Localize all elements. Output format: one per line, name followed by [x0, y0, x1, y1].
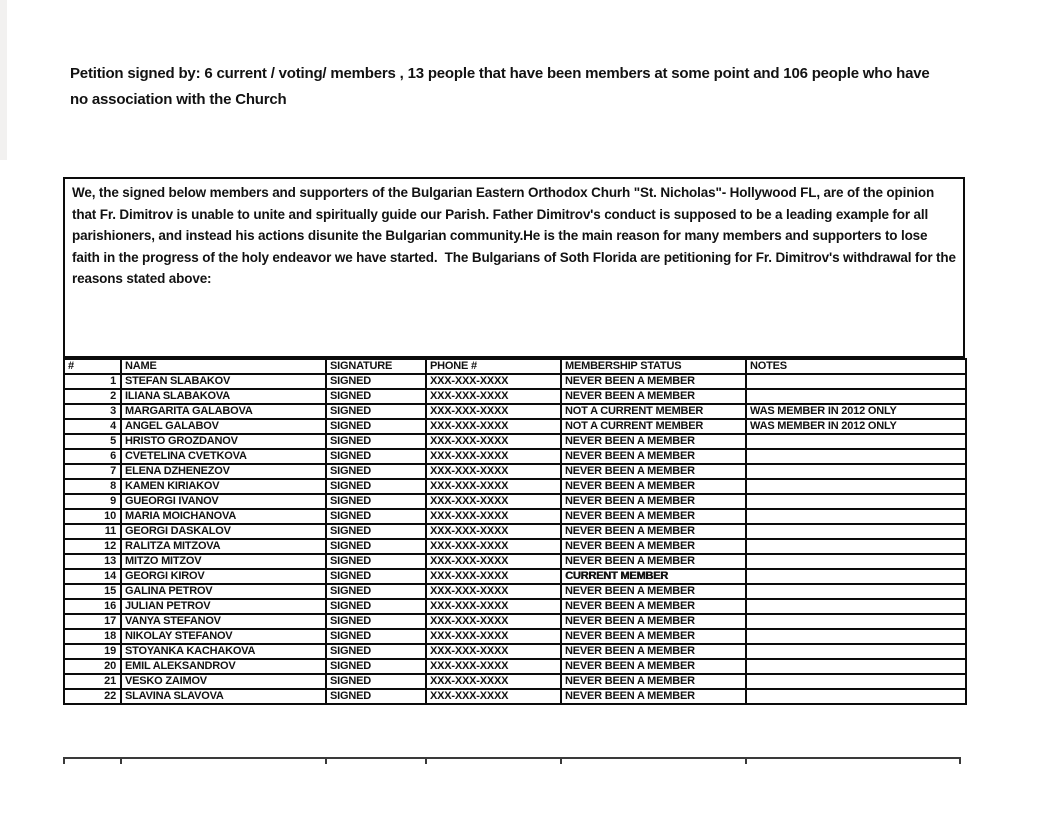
- cell-notes: [746, 509, 966, 524]
- column-header-phone: PHONE #: [426, 359, 561, 374]
- cell-phone: XXX-XXX-XXXX: [426, 659, 561, 674]
- cell-status: NEVER BEEN A MEMBER: [561, 554, 746, 569]
- cell-num: 18: [64, 629, 121, 644]
- cell-phone: XXX-XXX-XXXX: [426, 494, 561, 509]
- cell-name: RALITZA MITZOVA: [121, 539, 326, 554]
- cell-name: GEORGI KIROV: [121, 569, 326, 584]
- cell-status: NEVER BEEN A MEMBER: [561, 374, 746, 389]
- cell-num: 20: [64, 659, 121, 674]
- cell-phone: XXX-XXX-XXXX: [426, 374, 561, 389]
- cell-num: 13: [64, 554, 121, 569]
- cell-notes: [746, 689, 966, 704]
- cell-notes: [746, 449, 966, 464]
- cell-name: SLAVINA SLAVOVA: [121, 689, 326, 704]
- cell-status: NEVER BEEN A MEMBER: [561, 479, 746, 494]
- cell-notes: [746, 644, 966, 659]
- cell-status: NEVER BEEN A MEMBER: [561, 509, 746, 524]
- clipped-cell: [120, 759, 325, 764]
- cell-name: JULIAN PETROV: [121, 599, 326, 614]
- table-row: [64, 389, 966, 404]
- table-row: [64, 629, 966, 644]
- cell-notes: [746, 629, 966, 644]
- cell-num: 1: [64, 374, 121, 389]
- cell-num: 7: [64, 464, 121, 479]
- cell-name: KAMEN KIRIAKOV: [121, 479, 326, 494]
- cell-phone: XXX-XXX-XXXX: [426, 524, 561, 539]
- cell-phone: XXX-XXX-XXXX: [426, 539, 561, 554]
- cell-name: ANGEL GALABOV: [121, 419, 326, 434]
- cell-phone: XXX-XXX-XXXX: [426, 689, 561, 704]
- cell-status: NEVER BEEN A MEMBER: [561, 689, 746, 704]
- cell-status: NEVER BEEN A MEMBER: [561, 614, 746, 629]
- table-row: [64, 404, 966, 419]
- column-header-notes: NOTES: [746, 359, 966, 374]
- table-row: [64, 584, 966, 599]
- cell-name: MARIA MOICHANOVA: [121, 509, 326, 524]
- column-header-name: NAME: [121, 359, 326, 374]
- cell-num: 12: [64, 539, 121, 554]
- cell-num: 4: [64, 419, 121, 434]
- petition-statement-text: We, the signed below members and supporters of the Bulgarian Eastern Orthodox Churh "St. Nicholas"- Hollywood FL, are of the opinion that Fr. Dimitrov is unable to unite and spiritually guide our Parish. Father Dimitrov's conduct is supposed to be a leading example for all parishioners, and instead his actions disunite the Bulgarian community.He is the main reason for many members and supporters to lose faith in the progress of the holy endeavor we have started. The Bulgarians of Soth Florida are petitioning for Fr. Dimitrov's withdrawal for the reasons stated above:: [72, 185, 960, 287]
- table-row: [64, 599, 966, 614]
- cell-notes: [746, 434, 966, 449]
- table-row: [64, 644, 966, 659]
- cell-signature: SIGNED: [326, 554, 426, 569]
- cell-num: 10: [64, 509, 121, 524]
- cell-notes: [746, 674, 966, 689]
- cell-signature: SIGNED: [326, 584, 426, 599]
- cell-signature: SIGNED: [326, 389, 426, 404]
- cell-num: 8: [64, 479, 121, 494]
- cell-status: NEVER BEEN A MEMBER: [561, 389, 746, 404]
- cell-notes: [746, 539, 966, 554]
- cell-num: 17: [64, 614, 121, 629]
- cell-name: VANYA STEFANOV: [121, 614, 326, 629]
- cell-status: NEVER BEEN A MEMBER: [561, 644, 746, 659]
- cell-signature: SIGNED: [326, 614, 426, 629]
- cell-notes: [746, 599, 966, 614]
- cell-phone: XXX-XXX-XXXX: [426, 449, 561, 464]
- column-header-signature: SIGNATURE: [326, 359, 426, 374]
- cell-notes: WAS MEMBER IN 2012 ONLY: [746, 419, 966, 434]
- cell-signature: SIGNED: [326, 419, 426, 434]
- table-row: [64, 524, 966, 539]
- table-header-row: [64, 359, 966, 374]
- clipped-next-row: [63, 757, 961, 764]
- table-row: [64, 494, 966, 509]
- cell-notes: [746, 614, 966, 629]
- cell-status: NEVER BEEN A MEMBER: [561, 629, 746, 644]
- cell-num: 22: [64, 689, 121, 704]
- table-row: [64, 674, 966, 689]
- cell-name: MARGARITA GALABOVA: [121, 404, 326, 419]
- scan-edge-artifact: [0, 0, 7, 160]
- cell-status: CURRENT MEMBER: [561, 569, 746, 584]
- cell-status: NOT A CURRENT MEMBER: [561, 404, 746, 419]
- cell-name: STEFAN SLABAKOV: [121, 374, 326, 389]
- cell-notes: [746, 569, 966, 584]
- clipped-cell: [560, 759, 745, 764]
- cell-notes: [746, 389, 966, 404]
- cell-signature: SIGNED: [326, 539, 426, 554]
- cell-name: VESKO ZAIMOV: [121, 674, 326, 689]
- column-header-num: #: [64, 359, 121, 374]
- clipped-cell: [325, 759, 425, 764]
- cell-name: HRISTO GROZDANOV: [121, 434, 326, 449]
- cell-status: NEVER BEEN A MEMBER: [561, 449, 746, 464]
- table-row: [64, 464, 966, 479]
- cell-phone: XXX-XXX-XXXX: [426, 404, 561, 419]
- cell-signature: SIGNED: [326, 509, 426, 524]
- cell-phone: XXX-XXX-XXXX: [426, 584, 561, 599]
- table-row: [64, 434, 966, 449]
- cell-name: STOYANKA KACHAKOVA: [121, 644, 326, 659]
- cell-phone: XXX-XXX-XXXX: [426, 419, 561, 434]
- cell-signature: SIGNED: [326, 629, 426, 644]
- cell-status: NEVER BEEN A MEMBER: [561, 494, 746, 509]
- cell-phone: XXX-XXX-XXXX: [426, 629, 561, 644]
- cell-status: NEVER BEEN A MEMBER: [561, 659, 746, 674]
- cell-name: NIKOLAY STEFANOV: [121, 629, 326, 644]
- cell-name: MITZO MITZOV: [121, 554, 326, 569]
- table-row: [64, 374, 966, 389]
- cell-notes: [746, 464, 966, 479]
- cell-signature: SIGNED: [326, 464, 426, 479]
- cell-phone: XXX-XXX-XXXX: [426, 644, 561, 659]
- cell-signature: SIGNED: [326, 449, 426, 464]
- cell-num: 2: [64, 389, 121, 404]
- cell-status: NEVER BEEN A MEMBER: [561, 539, 746, 554]
- clipped-cell: [63, 759, 120, 764]
- cell-phone: XXX-XXX-XXXX: [426, 464, 561, 479]
- table-row: [64, 539, 966, 554]
- cell-num: 3: [64, 404, 121, 419]
- cell-status: NEVER BEEN A MEMBER: [561, 464, 746, 479]
- signatures-table: [63, 358, 967, 705]
- cell-status: NEVER BEEN A MEMBER: [561, 674, 746, 689]
- cell-phone: XXX-XXX-XXXX: [426, 389, 561, 404]
- cell-phone: XXX-XXX-XXXX: [426, 614, 561, 629]
- cell-signature: SIGNED: [326, 569, 426, 584]
- cell-phone: XXX-XXX-XXXX: [426, 509, 561, 524]
- cell-notes: [746, 524, 966, 539]
- cell-num: 21: [64, 674, 121, 689]
- table-row: [64, 449, 966, 464]
- cell-signature: SIGNED: [326, 674, 426, 689]
- cell-num: 9: [64, 494, 121, 509]
- cell-name: GEORGI DASKALOV: [121, 524, 326, 539]
- cell-phone: XXX-XXX-XXXX: [426, 599, 561, 614]
- cell-signature: SIGNED: [326, 404, 426, 419]
- cell-name: ELENA DZHENEZOV: [121, 464, 326, 479]
- cell-name: ILIANA SLABAKOVA: [121, 389, 326, 404]
- cell-signature: SIGNED: [326, 524, 426, 539]
- cell-phone: XXX-XXX-XXXX: [426, 554, 561, 569]
- cell-signature: SIGNED: [326, 494, 426, 509]
- cell-signature: SIGNED: [326, 374, 426, 389]
- cell-signature: SIGNED: [326, 659, 426, 674]
- cell-num: 14: [64, 569, 121, 584]
- cell-notes: [746, 554, 966, 569]
- cell-status: NOT A CURRENT MEMBER: [561, 419, 746, 434]
- cell-num: 6: [64, 449, 121, 464]
- cell-name: GALINA PETROV: [121, 584, 326, 599]
- cell-num: 19: [64, 644, 121, 659]
- table-row: [64, 689, 966, 704]
- clipped-cell: [745, 759, 961, 764]
- cell-phone: XXX-XXX-XXXX: [426, 434, 561, 449]
- table-row: [64, 569, 966, 584]
- cell-name: CVETELINA CVETKOVA: [121, 449, 326, 464]
- cell-status: NEVER BEEN A MEMBER: [561, 599, 746, 614]
- cell-notes: [746, 374, 966, 389]
- cell-notes: [746, 584, 966, 599]
- clipped-cell: [425, 759, 560, 764]
- cell-name: GUEORGI IVANOV: [121, 494, 326, 509]
- table-row: [64, 419, 966, 434]
- cell-status: NEVER BEEN A MEMBER: [561, 524, 746, 539]
- cell-num: 11: [64, 524, 121, 539]
- cell-signature: SIGNED: [326, 479, 426, 494]
- cell-signature: SIGNED: [326, 644, 426, 659]
- cell-status: NEVER BEEN A MEMBER: [561, 584, 746, 599]
- table-row: [64, 509, 966, 524]
- cell-num: 5: [64, 434, 121, 449]
- petition-statement-box: [63, 177, 965, 358]
- column-header-status: MEMBERSHIP STATUS: [561, 359, 746, 374]
- cell-signature: SIGNED: [326, 689, 426, 704]
- cell-phone: XXX-XXX-XXXX: [426, 479, 561, 494]
- table-row: [64, 554, 966, 569]
- cell-notes: [746, 494, 966, 509]
- cell-notes: [746, 479, 966, 494]
- cell-name: EMIL ALEKSANDROV: [121, 659, 326, 674]
- table-row: [64, 479, 966, 494]
- cell-status: NEVER BEEN A MEMBER: [561, 434, 746, 449]
- table-row: [64, 659, 966, 674]
- table-row: [64, 614, 966, 629]
- cell-signature: SIGNED: [326, 599, 426, 614]
- cell-notes: [746, 659, 966, 674]
- cell-phone: XXX-XXX-XXXX: [426, 674, 561, 689]
- cell-signature: SIGNED: [326, 434, 426, 449]
- petition-summary-text: Petition signed by: 6 current / voting/ members , 13 people that have been members at some point and 106 people who have no association with the Church: [70, 65, 930, 108]
- cell-num: 15: [64, 584, 121, 599]
- cell-notes: WAS MEMBER IN 2012 ONLY: [746, 404, 966, 419]
- cell-phone: XXX-XXX-XXXX: [426, 569, 561, 584]
- cell-num: 16: [64, 599, 121, 614]
